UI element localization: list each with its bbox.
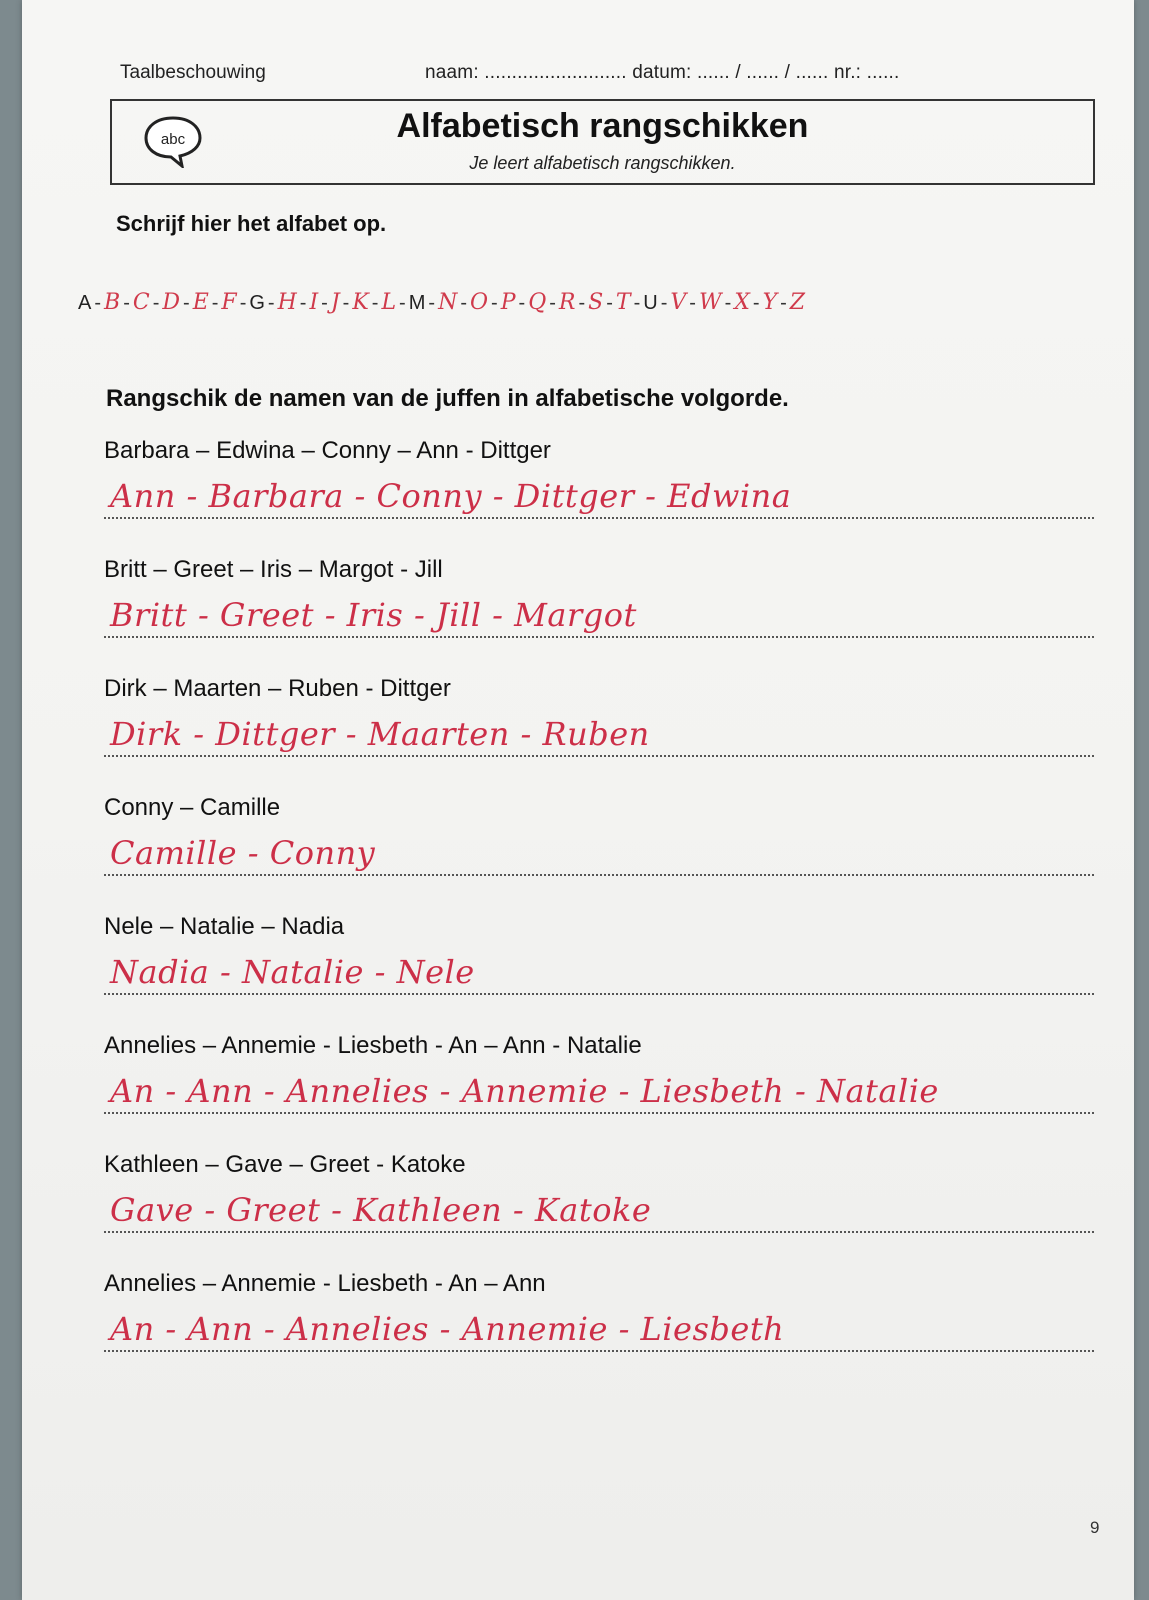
handwritten-letter: O: [469, 290, 489, 315]
worksheet-page: [22, 0, 1134, 1600]
letter-separator: -: [183, 292, 190, 314]
printed-letter: M: [408, 292, 426, 314]
alphabet-row: [78, 290, 1118, 330]
letter-separator: -: [321, 292, 328, 314]
handwritten-letter: S: [588, 290, 604, 315]
handwritten-letter: H: [277, 290, 297, 315]
title-box: [110, 99, 1095, 185]
letter-separator: -: [299, 292, 307, 314]
letter-separator: -: [606, 292, 613, 314]
letter-separator: -: [239, 292, 247, 314]
handwritten-letter: B: [104, 290, 121, 315]
handwritten-letter: D: [162, 290, 181, 315]
handwritten-answer: Dirk - Dittger - Maarten - Ruben: [110, 715, 650, 753]
exercise-item: [104, 437, 1094, 519]
printed-letter: G: [249, 292, 265, 314]
page-subtitle: Je leert alfabetisch rangschikken.: [469, 153, 736, 173]
answer-line[interactable]: [104, 1064, 1094, 1114]
handwritten-answer: Gave - Greet - Kathleen - Katoke: [110, 1191, 652, 1229]
letter-separator: -: [399, 292, 406, 314]
letter-separator: -: [491, 292, 498, 314]
handwritten-answer: Camille - Conny: [110, 834, 376, 872]
letter-separator: -: [549, 292, 556, 314]
answer-line[interactable]: [104, 1302, 1094, 1352]
handwritten-letter: V: [670, 290, 687, 315]
exercise-item: [104, 1151, 1094, 1233]
letter-separator: -: [633, 292, 641, 314]
letter-separator: -: [780, 292, 787, 314]
printed-letter: A: [78, 292, 92, 314]
printed-letter: U: [643, 292, 658, 314]
letter-separator: -: [342, 292, 350, 314]
letter-separator: -: [724, 292, 732, 314]
letter-separator: -: [752, 292, 760, 314]
handwritten-letter: Q: [528, 290, 547, 315]
exercise-prompt: Kathleen – Gave – Greet - Katoke: [104, 1151, 466, 1178]
handwritten-letter: N: [438, 290, 458, 315]
exercise-prompt: Britt – Greet – Iris – Margot - Jill: [104, 556, 443, 583]
exercise-prompt: Annelies – Annemie - Liesbeth - An – Ann: [104, 1270, 546, 1297]
handwritten-answer: Nadia - Natalie - Nele: [110, 953, 475, 991]
speech-bubble-text: abc: [160, 131, 186, 148]
handwritten-letter: Z: [789, 290, 806, 315]
answer-line[interactable]: [104, 469, 1094, 519]
letter-separator: -: [518, 292, 526, 314]
handwritten-letter: E: [192, 290, 209, 315]
handwritten-answer: An - Ann - Annelies - Annemie - Liesbeth: [110, 1310, 785, 1348]
letter-separator: -: [460, 292, 467, 314]
answer-line[interactable]: [104, 945, 1094, 995]
exercise-prompt: Conny – Camille: [104, 794, 281, 821]
exercise-prompt: Nele – Natalie – Nadia: [104, 913, 345, 940]
letter-separator: -: [211, 292, 219, 314]
exercise-item: [104, 556, 1094, 638]
page-title: Alfabetisch rangschikken: [396, 107, 809, 145]
exercise-prompt: Barbara – Edwina – Conny – Ann - Dittger: [104, 437, 551, 464]
handwritten-answer: Ann - Barbara - Conny - Dittger - Edwina: [110, 477, 792, 515]
letter-separator: -: [123, 292, 130, 314]
letter-separator: -: [689, 292, 696, 314]
handwritten-letter: W: [698, 290, 722, 315]
exercise-prompt: Annelies – Annemie - Liesbeth - An – Ann - Natalie: [104, 1032, 642, 1059]
answer-line[interactable]: [104, 826, 1094, 876]
letter-separator: -: [578, 292, 586, 314]
handwritten-letter: F: [221, 290, 237, 315]
page-number: 9: [1090, 1518, 1100, 1537]
exercise-item: [104, 794, 1094, 876]
letter-separator: -: [267, 292, 275, 314]
handwritten-letter: L: [381, 290, 397, 315]
handwritten-answer: Britt - Greet - Iris - Jill - Margot: [110, 596, 637, 634]
exercise-item: [104, 1032, 1094, 1114]
letter-separator: -: [371, 292, 379, 314]
handwritten-letter: Y: [762, 290, 778, 315]
exercise-prompt: Dirk – Maarten – Ruben - Dittger: [104, 675, 451, 702]
handwritten-answer: An - Ann - Annelies - Annemie - Liesbeth - Natalie: [110, 1072, 939, 1110]
letter-separator: -: [428, 292, 436, 314]
handwritten-letter: K: [352, 290, 369, 315]
handwritten-letter: T: [615, 290, 631, 315]
handwritten-letter: P: [500, 290, 516, 315]
handwritten-letter: I: [309, 290, 319, 315]
header-row: [120, 62, 1054, 86]
subject-label: Taalbeschouwing: [120, 62, 266, 83]
handwritten-letter: C: [132, 290, 150, 315]
answer-line[interactable]: [104, 1183, 1094, 1233]
exercise-item: [104, 1270, 1094, 1352]
exercise-item: [104, 675, 1094, 757]
letter-separator: -: [94, 292, 102, 314]
letter-separator: -: [660, 292, 668, 314]
exercise-item: [104, 913, 1094, 995]
letter-separator: -: [152, 292, 160, 314]
handwritten-letter: J: [330, 290, 340, 315]
handwritten-letter: R: [558, 290, 576, 315]
names-instruction: Rangschik de namen van de juffen in alfabetische volgorde.: [106, 385, 789, 412]
alphabet-instruction: Schrijf hier het alfabet op.: [116, 211, 387, 236]
answer-line[interactable]: [104, 707, 1094, 757]
name-date-number-fields: naam: .......................... datum: ...... / ...... / ...... nr.: ......: [425, 62, 900, 83]
handwritten-letter: X: [734, 290, 750, 315]
answer-line[interactable]: [104, 588, 1094, 638]
